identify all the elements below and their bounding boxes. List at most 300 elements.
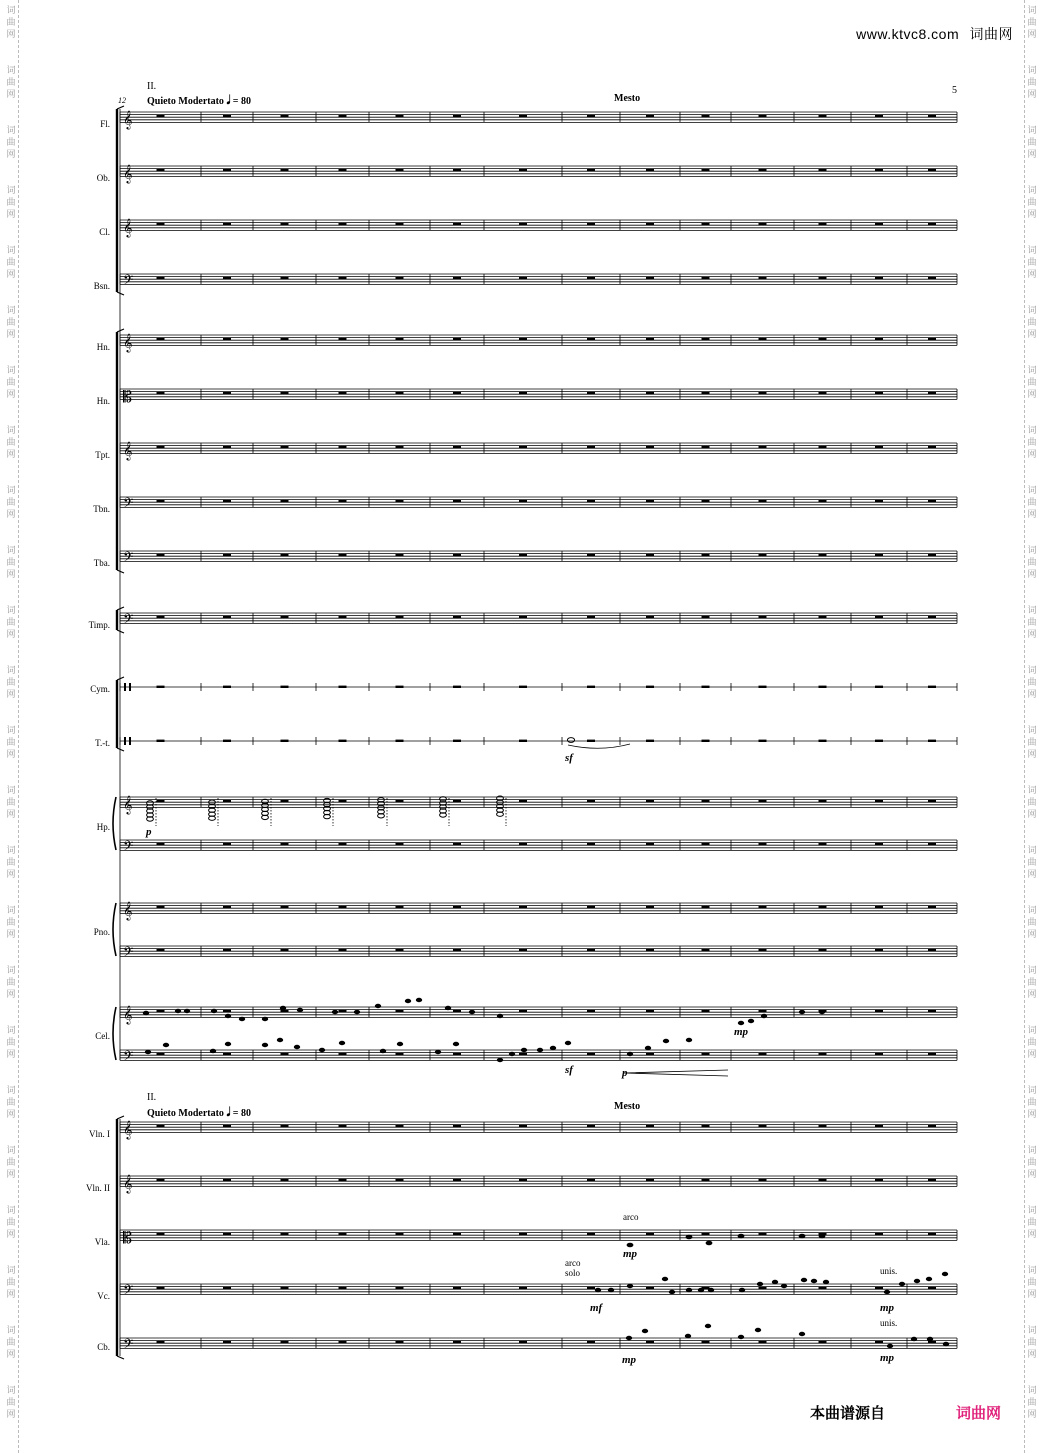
clef-icon: 𝄢 <box>123 1336 134 1355</box>
whole-rest <box>875 1233 883 1235</box>
whole-rest <box>819 843 827 845</box>
watermark-char: 曲 <box>1027 138 1037 148</box>
keyboard-brace <box>113 1007 116 1060</box>
watermark-char: 词 <box>1027 6 1037 16</box>
tempo-change-bottom: Mesto <box>614 1101 641 1112</box>
whole-rest <box>339 446 347 448</box>
whole-rest <box>396 949 404 951</box>
whole-rest <box>646 500 654 502</box>
whole-rest <box>702 392 710 394</box>
whole-rest <box>157 446 165 448</box>
whole-rest <box>519 800 527 802</box>
clef-icon: 𝄞 <box>123 110 133 129</box>
whole-rest <box>223 223 231 225</box>
cello-note <box>811 1279 817 1283</box>
whole-rest <box>396 740 404 742</box>
watermark-char: 网 <box>1027 1050 1037 1060</box>
cb-unis-dynamic: mp <box>880 1352 895 1364</box>
watermark-char: 词 <box>6 906 16 916</box>
whole-rest <box>223 554 231 556</box>
watermark-char: 曲 <box>6 198 16 208</box>
whole-rest <box>646 338 654 340</box>
whole-rest <box>157 686 165 688</box>
whole-rest <box>157 338 165 340</box>
whole-rest <box>223 169 231 171</box>
clef-icon: 𝄡 <box>123 387 132 406</box>
whole-rest <box>819 169 827 171</box>
whole-rest <box>928 446 936 448</box>
cello-note <box>686 1288 692 1292</box>
vc-unis-dynamic: mp <box>880 1302 895 1314</box>
whole-rest <box>875 446 883 448</box>
whole-rest <box>875 500 883 502</box>
clef-icon: 𝄞 <box>123 1174 133 1193</box>
whole-rest <box>223 1125 231 1127</box>
perc-clef-icon <box>129 683 131 691</box>
clef-icon: 𝄢 <box>123 944 134 963</box>
watermark-char: 网 <box>1027 450 1037 460</box>
whole-rest <box>928 906 936 908</box>
watermark-char: 网 <box>1027 210 1037 220</box>
whole-rest <box>281 1287 289 1289</box>
whole-rest <box>157 223 165 225</box>
watermark-char: 曲 <box>6 1158 16 1168</box>
whole-rest <box>819 686 827 688</box>
whole-rest <box>875 277 883 279</box>
whole-rest <box>281 169 289 171</box>
whole-rest <box>157 616 165 618</box>
whole-rest <box>875 115 883 117</box>
whole-rest <box>281 554 289 556</box>
bass-note <box>943 1342 949 1346</box>
whole-rest <box>519 949 527 951</box>
whole-rest <box>519 1287 527 1289</box>
watermark-char: 曲 <box>1027 1338 1037 1348</box>
whole-rest <box>281 223 289 225</box>
instrument-label: Bsn. <box>93 281 110 291</box>
whole-rest <box>223 277 231 279</box>
whole-rest <box>702 1233 710 1235</box>
watermark-char: 网 <box>6 1290 16 1300</box>
cel-dynamic-sf: sf <box>565 1064 573 1076</box>
celesta-note <box>565 1041 571 1045</box>
whole-rest <box>339 1179 347 1181</box>
watermark-char: 词 <box>6 1086 16 1096</box>
whole-rest <box>646 554 654 556</box>
whole-rest <box>759 616 767 618</box>
whole-rest <box>339 1053 347 1055</box>
footer-site-link[interactable]: 词曲网 <box>956 1404 1002 1422</box>
clef-icon: 𝄞 <box>123 1120 133 1139</box>
watermark-char: 词 <box>6 1146 16 1156</box>
whole-rest <box>157 740 165 742</box>
bass-note <box>887 1344 893 1348</box>
watermark-char: 词 <box>1027 966 1037 976</box>
whole-rest <box>281 277 289 279</box>
watermark-char: 词 <box>6 66 16 76</box>
watermark-char: 网 <box>1027 990 1037 1000</box>
cello-note <box>823 1280 829 1284</box>
whole-rest <box>396 1233 404 1235</box>
whole-rest <box>759 1010 767 1012</box>
whole-rest <box>702 169 710 171</box>
whole-rest <box>646 800 654 802</box>
cello-note <box>926 1277 932 1281</box>
viola-note <box>738 1234 745 1239</box>
celesta-note <box>663 1039 669 1043</box>
whole-rest <box>396 392 404 394</box>
watermark-char: 曲 <box>1027 378 1037 388</box>
whole-rest <box>646 686 654 688</box>
whole-rest <box>875 616 883 618</box>
whole-rest <box>339 1341 347 1343</box>
whole-rest <box>587 906 595 908</box>
instrument-label: Cym. <box>90 684 110 694</box>
whole-rest <box>646 740 654 742</box>
whole-rest <box>396 500 404 502</box>
watermark-char: 词 <box>1027 1146 1037 1156</box>
celesta-note <box>645 1046 651 1050</box>
whole-rest <box>759 1125 767 1127</box>
watermark-char: 曲 <box>1027 498 1037 508</box>
instrument-label: Hp. <box>96 822 110 832</box>
watermark-char: 词 <box>1027 546 1037 556</box>
whole-rest <box>702 906 710 908</box>
bass-note <box>685 1334 691 1338</box>
whole-rest <box>157 554 165 556</box>
celesta-note <box>416 998 422 1002</box>
watermark-char: 网 <box>1027 750 1037 760</box>
whole-rest <box>453 949 461 951</box>
whole-rest <box>519 1233 527 1235</box>
watermark-char: 词 <box>1027 606 1037 616</box>
whole-rest <box>646 1053 654 1055</box>
whole-rest <box>875 1010 883 1012</box>
whole-rest <box>702 740 710 742</box>
whole-rest <box>875 1287 883 1289</box>
whole-rest <box>396 115 404 117</box>
clef-icon: 𝄞 <box>123 218 133 237</box>
vc-dynamic: mf <box>590 1302 603 1314</box>
whole-rest <box>759 392 767 394</box>
whole-rest <box>519 169 527 171</box>
whole-rest <box>587 1053 595 1055</box>
whole-rest <box>396 338 404 340</box>
whole-rest <box>519 686 527 688</box>
woodwind-bracket <box>117 106 124 109</box>
perc-clef-icon <box>129 737 131 745</box>
watermark-char: 网 <box>1027 630 1037 640</box>
whole-rest <box>646 223 654 225</box>
whole-rest <box>875 686 883 688</box>
whole-rest <box>587 500 595 502</box>
whole-rest <box>453 446 461 448</box>
watermark-char: 网 <box>6 1170 16 1180</box>
watermark-char: 网 <box>1027 90 1037 100</box>
watermark-char: 曲 <box>1027 918 1037 928</box>
whole-rest <box>339 1125 347 1127</box>
whole-rest <box>157 843 165 845</box>
tempo-mark-top: Quieto Modertato 𝅘𝅥 = 80 <box>147 93 251 107</box>
whole-rest <box>519 616 527 618</box>
whole-rest <box>587 949 595 951</box>
whole-rest <box>928 169 936 171</box>
celesta-note <box>469 1010 475 1014</box>
watermark-char: 曲 <box>6 618 16 628</box>
whole-rest <box>702 500 710 502</box>
whole-rest <box>281 1233 289 1235</box>
section-number-top: II. <box>147 81 157 92</box>
celesta-note <box>225 1014 231 1018</box>
watermark-char: 曲 <box>1027 558 1037 568</box>
tempo-change-top: Mesto <box>614 93 641 104</box>
whole-rest <box>339 1010 347 1012</box>
celesta-note <box>627 1052 633 1056</box>
celesta-note <box>297 1008 303 1012</box>
cello-note <box>608 1288 614 1292</box>
watermark-char: 网 <box>1027 870 1037 880</box>
whole-rest <box>702 1341 710 1343</box>
whole-rest <box>396 906 404 908</box>
cello-note <box>662 1277 668 1281</box>
clef-icon: 𝄢 <box>123 1048 134 1067</box>
celesta-note <box>163 1043 169 1047</box>
watermark-char: 曲 <box>1027 858 1037 868</box>
viola-note <box>819 1234 826 1239</box>
whole-rest <box>396 1053 404 1055</box>
whole-rest <box>281 1179 289 1181</box>
clef-icon: 𝄞 <box>123 333 133 352</box>
whole-rest <box>646 446 654 448</box>
whole-rest <box>453 616 461 618</box>
watermark-char: 网 <box>6 150 16 160</box>
whole-rest <box>519 1341 527 1343</box>
whole-rest <box>587 616 595 618</box>
whole-rest <box>453 115 461 117</box>
whole-rest <box>281 906 289 908</box>
whole-rest <box>646 949 654 951</box>
whole-rest <box>519 446 527 448</box>
strings-bracket <box>117 1356 124 1359</box>
clef-icon: 𝄢 <box>123 838 134 857</box>
celesta-note <box>145 1050 151 1054</box>
whole-rest <box>928 115 936 117</box>
whole-rest <box>157 1341 165 1343</box>
whole-rest <box>453 1341 461 1343</box>
whole-rest <box>519 392 527 394</box>
whole-rest <box>339 949 347 951</box>
whole-rest <box>223 500 231 502</box>
celesta-note <box>435 1050 441 1054</box>
whole-rest <box>819 906 827 908</box>
watermark-char: 网 <box>6 1350 16 1360</box>
watermark-char: 网 <box>6 690 16 700</box>
whole-rest <box>587 740 595 742</box>
celesta-note <box>497 1058 503 1062</box>
watermark-char: 词 <box>1027 1026 1037 1036</box>
whole-rest <box>759 554 767 556</box>
watermark-char: 曲 <box>6 258 16 268</box>
cello-note <box>757 1282 763 1286</box>
whole-rest <box>875 338 883 340</box>
watermark-char: 曲 <box>1027 258 1037 268</box>
whole-rest <box>819 223 827 225</box>
whole-rest <box>396 800 404 802</box>
whole-rest <box>339 338 347 340</box>
whole-rest <box>396 616 404 618</box>
whole-rest <box>759 446 767 448</box>
whole-rest <box>223 446 231 448</box>
watermark-char: 网 <box>6 930 16 940</box>
whole-rest <box>928 338 936 340</box>
percussion-bracket <box>117 677 124 680</box>
celesta-note <box>262 1043 268 1047</box>
whole-rest <box>819 1287 827 1289</box>
whole-rest <box>396 223 404 225</box>
whole-rest <box>281 338 289 340</box>
whole-rest <box>819 446 827 448</box>
bass-note <box>755 1328 761 1332</box>
cello-note <box>899 1282 905 1286</box>
watermark-char: 曲 <box>1027 678 1037 688</box>
watermark-char: 词 <box>1027 1206 1037 1216</box>
watermark-char: 词 <box>1027 1086 1037 1096</box>
whole-rest <box>759 277 767 279</box>
whole-rest <box>339 906 347 908</box>
watermark-char: 词 <box>6 6 16 16</box>
watermark-char: 曲 <box>1027 618 1037 628</box>
watermark-char: 词 <box>6 366 16 376</box>
whole-rest <box>453 1179 461 1181</box>
clef-icon: 𝄞 <box>123 901 133 920</box>
watermark-char: 网 <box>1027 1350 1037 1360</box>
celesta-note <box>277 1038 283 1042</box>
whole-rest <box>928 500 936 502</box>
watermark-char: 词 <box>6 1026 16 1036</box>
watermark-char: 网 <box>6 210 16 220</box>
bass-note <box>705 1324 711 1328</box>
whole-rest <box>928 843 936 845</box>
whole-rest <box>702 1179 710 1181</box>
site-url[interactable]: www.ktvc8.com <box>856 26 960 42</box>
whole-rest <box>587 1125 595 1127</box>
watermark-char: 网 <box>6 330 16 340</box>
watermark-char: 网 <box>6 510 16 520</box>
timpani-bracket <box>117 630 124 633</box>
watermark-char: 词 <box>6 306 16 316</box>
whole-rest <box>759 1233 767 1235</box>
vla-dynamic: mp <box>623 1248 638 1260</box>
whole-rest <box>819 1341 827 1343</box>
whole-rest <box>702 223 710 225</box>
whole-rest <box>453 906 461 908</box>
clef-icon: 𝄢 <box>123 611 134 630</box>
viola-note <box>799 1234 806 1239</box>
whole-rest <box>646 616 654 618</box>
whole-rest <box>646 1125 654 1127</box>
watermark-char: 词 <box>1027 666 1037 676</box>
woodwind-bracket <box>117 292 124 295</box>
whole-rest <box>819 115 827 117</box>
watermark-char: 曲 <box>1027 1158 1037 1168</box>
whole-rest <box>928 1010 936 1012</box>
whole-rest <box>819 800 827 802</box>
cello-note <box>669 1290 675 1294</box>
whole-rest <box>281 949 289 951</box>
whole-rest <box>759 800 767 802</box>
watermark-char: 词 <box>6 1386 16 1396</box>
whole-rest <box>819 740 827 742</box>
watermark-char: 曲 <box>6 738 16 748</box>
whole-rest <box>157 500 165 502</box>
whole-rest <box>875 1341 883 1343</box>
whole-rest <box>702 616 710 618</box>
whole-rest <box>339 843 347 845</box>
whole-rest <box>453 500 461 502</box>
whole-rest <box>702 1125 710 1127</box>
whole-rest <box>587 554 595 556</box>
harp-dynamic: p <box>146 826 152 838</box>
whole-rest <box>587 686 595 688</box>
whole-rest <box>223 949 231 951</box>
whole-rest <box>396 1179 404 1181</box>
whole-rest <box>339 115 347 117</box>
whole-rest <box>281 800 289 802</box>
watermark-char: 曲 <box>1027 798 1037 808</box>
whole-rest <box>396 1125 404 1127</box>
whole-rest <box>339 392 347 394</box>
instrument-label: Tba. <box>93 558 110 568</box>
whole-rest <box>928 800 936 802</box>
instrument-label: Vln. I <box>89 1129 110 1139</box>
whole-rest <box>339 800 347 802</box>
watermark-char: 网 <box>1027 690 1037 700</box>
whole-rest <box>519 115 527 117</box>
watermark-char: 词 <box>1027 786 1037 796</box>
whole-rest <box>281 843 289 845</box>
whole-rest <box>759 1053 767 1055</box>
bass-note <box>799 1332 805 1336</box>
whole-rest <box>819 949 827 951</box>
whole-rest <box>928 223 936 225</box>
whole-rest <box>646 1179 654 1181</box>
whole-rest <box>157 1125 165 1127</box>
celesta-note <box>819 1010 825 1014</box>
whole-rest <box>157 392 165 394</box>
whole-rest <box>928 277 936 279</box>
celesta-note <box>686 1038 692 1042</box>
instrument-label: Ob. <box>96 173 110 183</box>
whole-rest <box>646 1010 654 1012</box>
whole-rest <box>587 338 595 340</box>
watermark-char: 网 <box>1027 930 1037 940</box>
whole-rest <box>646 1341 654 1343</box>
instrument-label: Tpt. <box>95 450 110 460</box>
watermark-char: 词 <box>6 786 16 796</box>
cel-dynamic-p: p <box>622 1067 628 1079</box>
instrument-label: T.-t. <box>95 738 110 748</box>
whole-rest <box>702 277 710 279</box>
whole-rest <box>453 686 461 688</box>
clef-icon: 𝄢 <box>123 1282 134 1301</box>
whole-rest <box>702 1053 710 1055</box>
watermark-char: 网 <box>1027 30 1037 40</box>
watermark-char: 词 <box>1027 1326 1037 1336</box>
watermark-char: 网 <box>1027 330 1037 340</box>
watermark-char: 词 <box>1027 846 1037 856</box>
whole-rest <box>928 554 936 556</box>
whole-rest <box>928 1053 936 1055</box>
